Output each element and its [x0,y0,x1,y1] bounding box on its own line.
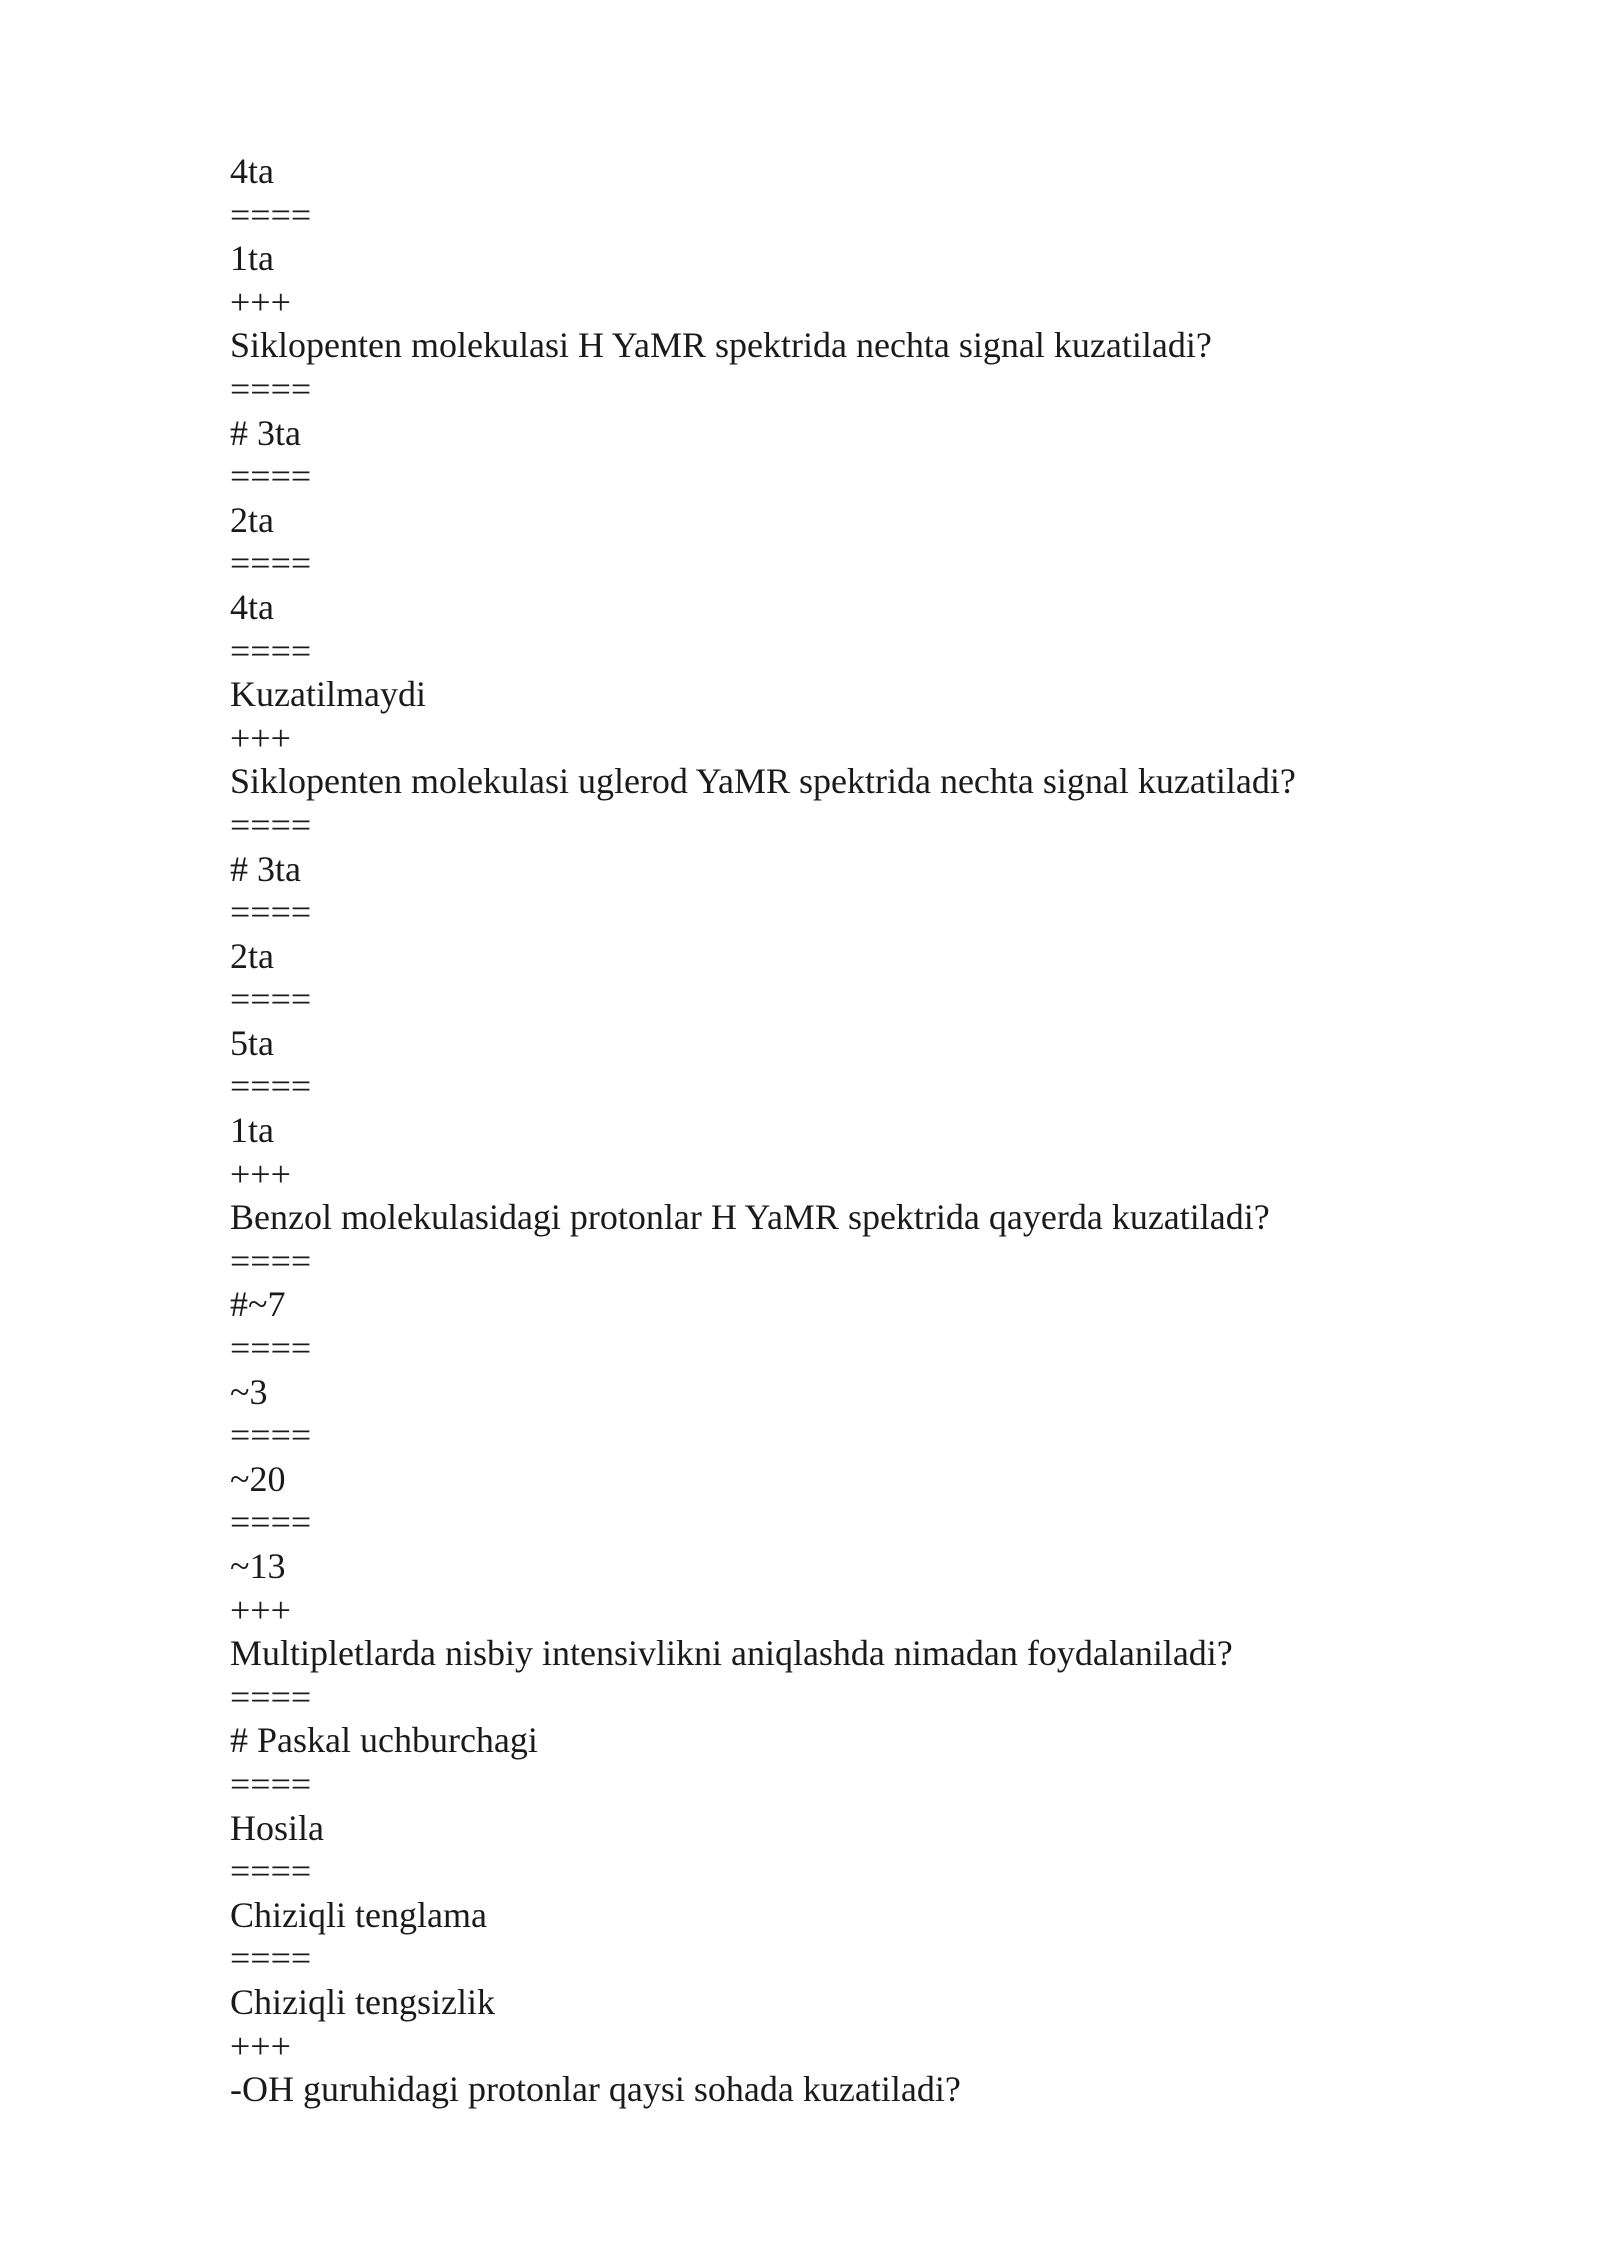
answer-option: 2ta [230,499,274,540]
question-text: Siklopenten molekulasi H YaMR spektrida nechta signal kuzatiladi? [230,325,1212,366]
separator-line: ==== [230,1938,312,1979]
question-separator: +++ [230,1589,291,1630]
question-text: Benzol molekulasidagi protonlar H YaMR spektrida qayerda kuzatiladi? [230,1197,1270,1238]
separator-line: ==== [230,1328,312,1369]
question-separator: +++ [230,281,291,322]
answer-option: Chiziqli tenglama [230,1894,487,1935]
question-text: Siklopenten molekulasi uglerod YaMR spektrida nechta signal kuzatiladi? [230,761,1296,802]
correct-answer: # Paskal uchburchagi [230,1720,538,1761]
question-text: Multipletlarda nisbiy intensivlikni aniqlashda nimadan foydalaniladi? [230,1633,1233,1674]
separator-line: ==== [230,979,312,1020]
correct-answer: #~7 [230,1284,286,1325]
separator-line: ==== [230,804,312,845]
separator-line: ==== [230,1676,312,1717]
separator-line: ==== [230,543,312,584]
answer-option: 5ta [230,1022,274,1063]
separator-line: ==== [230,630,312,671]
correct-answer: # 3ta [230,412,301,453]
answer-option: 1ta [230,1110,274,1151]
separator-line: ==== [230,892,312,933]
separator-line: ==== [230,1851,312,1892]
question-separator: +++ [230,2025,291,2066]
answer-option: ~20 [230,1458,286,1499]
separator-line: ==== [230,1066,312,1107]
text-line: 1ta [230,238,274,279]
question-separator: +++ [230,1153,291,1194]
answer-option: Kuzatilmaydi [230,674,426,715]
answer-option: Chiziqli tengsizlik [230,1981,495,2022]
answer-option: 2ta [230,935,274,976]
answer-option: Hosila [230,1807,324,1848]
question-separator: +++ [230,717,291,758]
separator-line: ==== [230,368,312,409]
answer-option: 4ta [230,586,274,627]
correct-answer: # 3ta [230,848,301,889]
separator-line: ==== [230,1763,312,1804]
answer-option: ~3 [230,1371,268,1412]
text-line: 4ta [230,151,274,191]
separator-line: ==== [230,194,312,235]
answer-option: ~13 [230,1546,286,1586]
separator-line: ==== [230,1415,312,1456]
separator-line: ==== [230,1502,312,1543]
separator-line: ==== [230,456,312,497]
separator-line: ==== [230,1240,312,1281]
document-text [230,150,1430,2112]
question-text: -OH guruhidagi protonlar qaysi sohada kuzatiladi? [230,2069,961,2110]
